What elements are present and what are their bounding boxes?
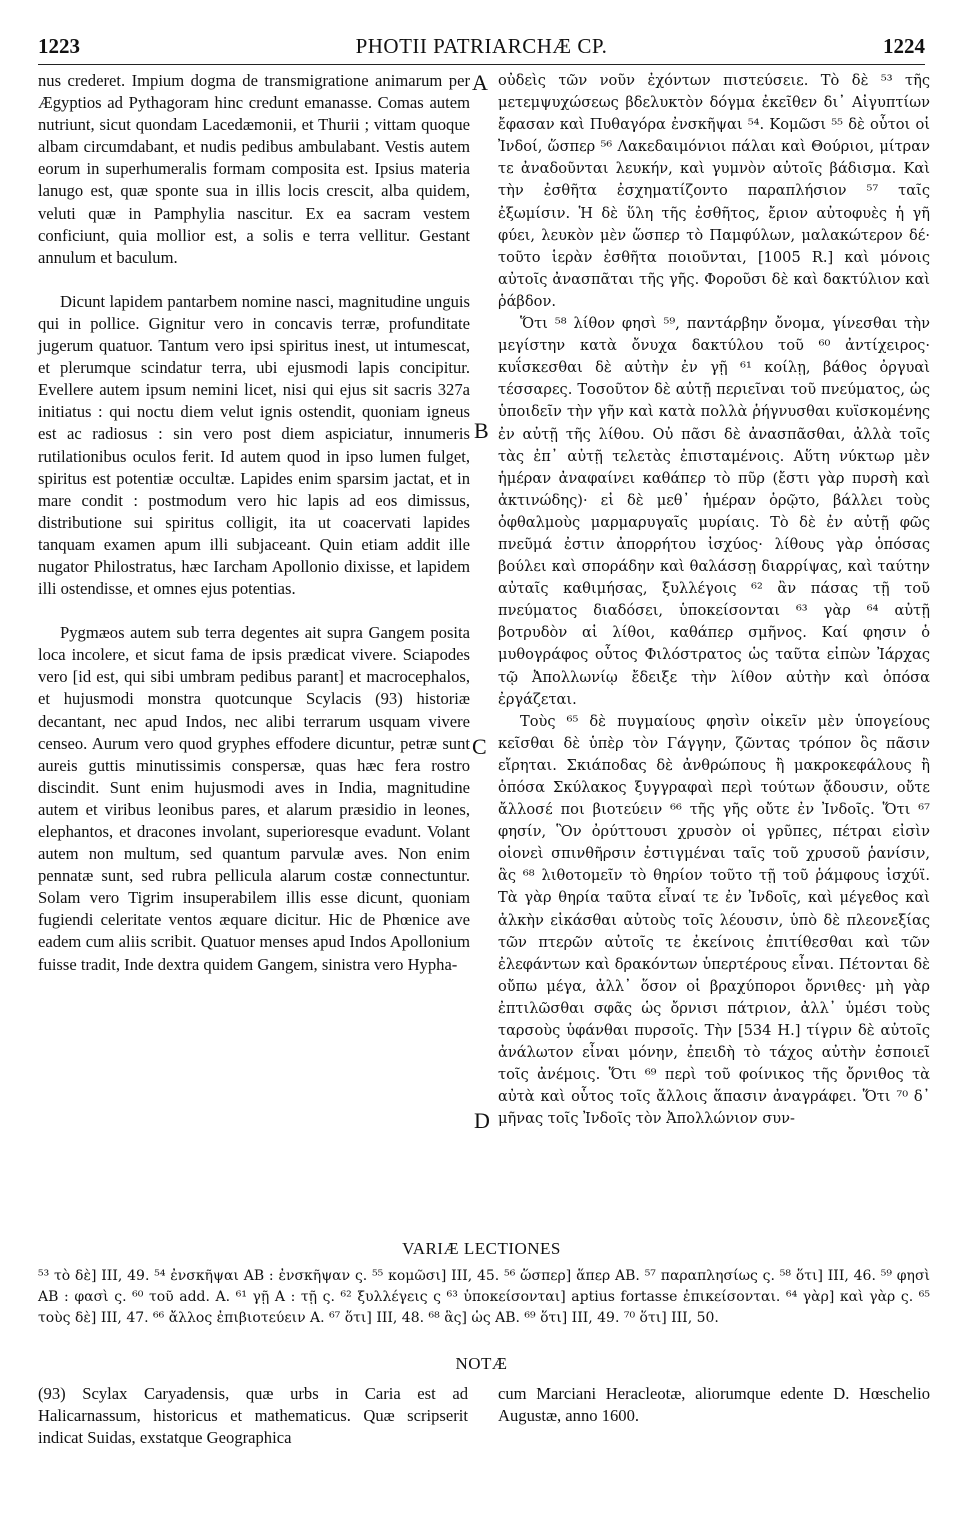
header-rule xyxy=(38,64,925,65)
nota-left: (93) Scylax Caryadensis, quæ urbs in Caria est ad Halicarnassum, historicus et mathematicus. Quæ scripserit indicat Suidas, exstatque Geographica xyxy=(38,1384,468,1447)
latin-paragraph-1: nus crederet. Impium dogma de transmigratione animarum per Ægyptios ad Pythagoram hinc credunt emanasse. Comas autem nutriunt, sicut quondam Lacedæmonii, et Thurii ; vittam quoque albam circumdabant, et nudis pedibus ambulabant. Vestis autem eorum in superhumeralis formam composita est. Ipsius materia lanugo est, quæ sponte sua in illis locis crescit, alba quidem, veluti quæ in Pamphylia nascitur. Ex ea sacram vestem conficiunt, quia mollior est, a solis e terra vellitur. Gestant annulum et baculum. xyxy=(38,71,470,267)
page-number-right: 1224 xyxy=(883,34,925,58)
latin-column xyxy=(38,70,470,976)
margin-letter-a: A xyxy=(472,70,488,95)
variae-lectiones-text: ⁵³ τὸ δὲ] III, 49. ⁵⁴ ἐνσκῆψαι AB : ἐνσκῆψαν ς. ⁵⁵ κομῶσι] III, 45. ⁵⁶ ὥσπερ] ἅπερ AB. ⁵⁷ παραπλησίως ς. ⁵⁸ ὅτι] III, 46. ⁵⁹ φησὶ AB : φασὶ ς. ⁶⁰ τοῦ add. A. ⁶¹ γῇ A : τῇ ς. ⁶² ξυλλέγεις ς ⁶³ ὑποκείσονται] aptius fortasse ἐπικείσονται. ⁶⁴ γὰρ] καὶ γὰρ ς. ⁶⁵ τοὺς δὲ] III, 47. ⁶⁶ ἄλλος ἐπιβιοτεύειν A. ⁶⁷ ὅτι] III, 48. ⁶⁸ ἃς] ὡς AB. ⁶⁹ ὅτι] III, 49. ⁷⁰ ὅτι] III, 50. xyxy=(38,1268,930,1326)
page-header xyxy=(38,34,925,62)
greek-paragraph-2: Ὅτι ⁵⁸ λίθον φησὶ ⁵⁹, παντάρβην ὄνομα, γίνεσθαι τὴν μεγίστην κατὰ ὄνυχα δακτύλου τοῦ ⁶⁰ ἀντίχειρος· κυΐσκεσθαι δὲ αὐτὴν ἐν γῇ ⁶¹ κοίλῃ, βάθος ὀργυαὶ τέσσαρες. Τοσοῦτον δὲ αὐτῇ περιεῖναι τοῦ πνεύματος, ὡς ὑποιδεῖν τὴν γῆν καὶ κατὰ πολλὰ ῥήγνυσθαι κυϊσκομένης ἐν αὐτῇ τῆς λίθου. Οὐ πᾶσι δὲ ἀνασπᾶσθαι, ἀλλὰ τοῖς τὰς ἐπ᾽ αὐτῇ τελετὰς ἐπισταμένοις. Αὕτη νύκτωρ μὲν ἡμέραν ἀναφαίνει καθάπερ τὸ πῦρ (ἔστι γὰρ πυρσὴ καὶ ἀκτινώδης)· εἰ δὲ μεθ᾽ ἡμέραν ὁρῷτο, βάλλει τοὺς ὀφθαλμοὺς μαρμαρυγαῖς μυρίαις. Τὸ δὲ ἐν αὐτῇ φῶς πνεῦμά ἐστιν ἀπορρήτου ἰσχύος· λίθους γὰρ ὁπόσας βούλει καὶ σποράδην καὶ θαλάσσῃ διαρρίψας, καὶ ταύτην αὐταῖς καθιμήσας, ξυλλέγοις ⁶² ἂν πάσας τῇ τοῦ πνεύματος διαδόσει, ὑποκείσονται ⁶³ γὰρ ⁶⁴ αὐτῇ βοτρυδὸν αἱ λίθοι, καθάπερ σμῆνος. Καί φησιν ὁ μυθογράφος οὗτος Φιλόστρατος ὡς ταῦτα εἰπὼν Ἰάρχας τῷ Ἀπολλωνίῳ ἔδειξε τὴν λίθον αὐτὴν καὶ ὁπόσα ἐργάζεται. xyxy=(498,315,930,708)
greek-paragraph-3: Τοὺς ⁶⁵ δὲ πυγμαίους φησὶν οἰκεῖν μὲν ὑπογείους κεῖσθαι δὲ ὑπὲρ τὸν Γάγγην, ζῶντας τρόπον ὃς πᾶσιν εἴρηται. Σκιάποδας δὲ ἀνθρώπους ἢ μακροκεφάλους ἢ ὁπόσα Σκύλακος ξυγγραφαὶ περὶ τούτων ᾄδουσιν, οὔτε ἄλλοσέ ποι βιοτεύειν ⁶⁶ τῆς γῆς οὔτε ἐν Ἰνδοῖς. Ὅτι ⁶⁷ φησίν, Ὃν ὀρύττουσι χρυσὸν οἱ γρῦπες, πέτραι εἰσὶν οἱονεὶ σπινθῆρσιν ἐστιγμέναι ταῖς τοῦ χρυσοῦ ῥανίσιν, ἃς ⁶⁸ λιθοτομεῖν τὸ θηρίον τοῦτο τῇ τοῦ ῥάμφους ἰσχύϊ. Τὰ γὰρ θηρία ταῦτα εἶναί τε ἐν Ἰνδοῖς, καὶ μέγεθος καὶ ἀλκὴν εἰκάσθαι αὐτοὺς τοῖς λέουσιν, ὑπὸ δὲ πλεονεξίας τῶν πτερῶν αὐτοῖς τε ἐκείνοις ἐπιτίθεσθαι καὶ τῶν ἐλεφάντων καὶ δρακόντων ὑπερτέρους εἶναι. Πέτονται δὲ οὔπω μέγα, ἀλλ᾽ ὅσον οἱ βραχύποροι ὄρνιθες· μὴ γὰρ ἐπτιλῶσθαι σφᾶς ὡς ὄρνισι πάτριον, ἀλλ᾽ ὑμέσι τοὺς ταρσοὺς ὑφάνθαι πυρσοῖς. Τὴν [534 H.] τίγριν δὲ αὐτοῖς ἀνάλωτον εἶναι μόνην, ἐπειδὴ τὸ τάχος αὐτὴν ἐσποιεῖ τοῖς ἀνέμοις. Ὅτι ⁶⁹ περὶ τοῦ φοίνικος τῆς ὄρνιθος τὰ αὐτὰ καὶ οὗτος τοῖς ἄλλοις ἅπασιν ἀναγράφει. Ὅτι ⁷⁰ δ᾽ μῆνας τοῖς Ἰνδοῖς τὸν Ἀπολλώνιον συν- xyxy=(498,712,930,1128)
margin-letter-b: B xyxy=(474,418,489,443)
nota-right: cum Marciani Heracleotæ, aliorumque edente D. Hœschelio Augustæ, anno 1600. xyxy=(498,1384,930,1425)
page-number-left: 1223 xyxy=(38,34,80,58)
margin-letter-d: D xyxy=(474,1108,490,1133)
latin-paragraph-2: Dicunt lapidem pantarbem nomine nasci, magnitudine unguis qui in pollice. Gignitur vero in concavis terræ, profunditate jugerum quatuor. Tantum vero ipsi spiritus inest, ut intumescat, et plerumque scindatur terra, ubi ejusmodi lapis concipitur. Evellere autem ipsum nemini licet, nisi qui ejus sit sacris 327a initiatus : qui noctu diem velut ignis ostendit, quoniam igneus est ac radiosus : sin vero post diem aspiciatur, innumeris rutilationibus oculos ferit. Id autem quod in ipso lumen fulget, spiritus est potentiæ occultæ. Lapides enim sparsim jactat, et in mare condit : postmodum vero hic lapis ad eos dimissus, distributione sui spiritus colligit, ita ut coacervati lapides tanquam examen apum illi subjaceant. Quin etiam addit ille nugator Philostratus, hæc Iarcham Apollonio dixisse, et lapidem illi ostendisse, et omnes ejus potentias. xyxy=(38,291,470,599)
greek-column xyxy=(498,70,930,1131)
variae-lectiones-heading: VARIÆ LECTIONES xyxy=(402,1239,561,1258)
notae-heading: NOTÆ xyxy=(455,1354,508,1373)
margin-letter-c: C xyxy=(472,734,487,759)
latin-paragraph-3: Pygmæos autem sub terra degentes ait supra Gangem posita loca incolere, et sicut fama de ipsis prædicat vivere. Sciapodes vero [id est, qui sibi umbram pedibus parant] et macrocephalos, et hujusmodi monstra quotcunque Scylacis (93) historiæ decantant, nec apud Indos, nec alibi terrarum usquam vivere censeo. Aurum vero quod gryphes effodere dicuntur, petræ sunt aureis guttis minutissimis conspersæ, quas hæc fera rostro discindit. Sunt enim hujusmodi aves in India, magnitudine autem et viribus leonibus pares, et alarum præsidio in leones, elephantos, et dracones involant, superioresque evadunt. Volant autem non multum, sed quantum parvulæ aves. Non enim pennatæ sunt, sed rubra pellicula alarum costæ connectuntur. Solam vero Tigrim insuperabilem illis esse dicunt, quoniam fugiendi celeritate ventos æquare dicitur. Hic de Phœnice ave eadem cum aliis scribit. Quatuor menses apud Indos Apollonium fuisse tradit, Inde dextra quidem Gangem, sinistra vero Hypha- xyxy=(38,623,470,974)
running-title: PHOTII PATRIARCHÆ CP. xyxy=(355,34,608,58)
greek-paragraph-1: οὐδεὶς τῶν νοῦν ἐχόντων πιστεύσειε. Τὸ δὲ ⁵³ τῆς μετεμψυχώσεως βδελυκτὸν δόγμα ἐκεῖθεν δι᾽ Αἰγυπτίων ἔφασαν καὶ Πυθαγόρα ἐνσκῆψαι ⁵⁴. Κομῶσι ⁵⁵ δὲ οὗτοι οἱ Ἰνδοί, ὥσπερ ⁵⁶ Λακεδαιμόνιοι πάλαι καὶ Θούριοι, μίτραν τε ἀναδοῦνται λευκήν, καὶ γυμνὸν αὐτοῖς βάδισμα. Καὶ τὴν ἐσθῆτα ἐσχηματίζοντο παραπλήσιον ⁵⁷ ταῖς ἐξωμίσιν. Ἡ δὲ ὕλη τῆς ἐσθῆτος, ἔριον αὐτοφυὲς ἡ γῆ φύει, λευκὸν μὲν ὥσπερ τὸ Παμφύλων, μαλακώτερον δέ· τοῦτο ἱερὰν ἐσθῆτα ποιοῦνται, [1005 R.] καὶ μόνοις αὐτοῖς ἀνασπᾶται τῆς γῆς. Φοροῦσι δὲ καὶ δακτύλιον καὶ ῥάβδον. xyxy=(498,72,930,310)
